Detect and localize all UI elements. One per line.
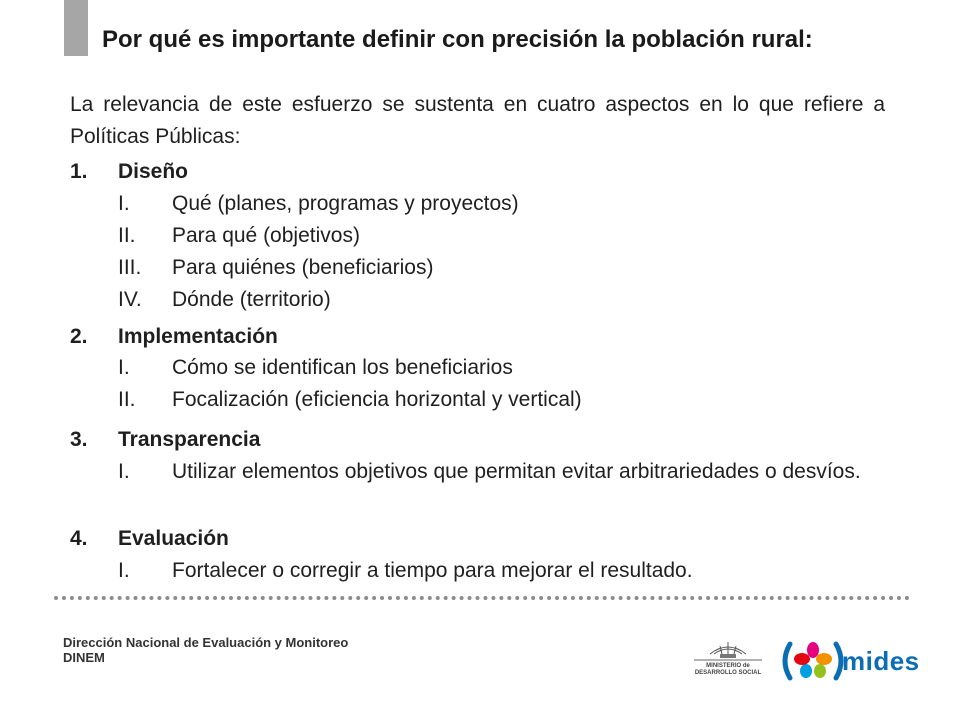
roman-numeral: IV.: [118, 288, 142, 311]
roman-numeral: I.: [118, 356, 130, 379]
star-icon: [794, 642, 832, 678]
mides-wordmark: mides: [842, 646, 920, 676]
ministry-logo: [690, 638, 766, 678]
roman-numeral: III.: [118, 256, 142, 279]
crest-icon: [710, 642, 746, 658]
item-label: Implementación: [118, 325, 278, 348]
list-item-evaluacion: [70, 524, 229, 554]
sub-item-text: Cómo se identifican los beneficiarios: [172, 356, 513, 379]
sub-item-text: Para qué (objetivos): [172, 224, 360, 247]
roman-numeral: I.: [118, 460, 130, 483]
ministry-logo-line-2: DESARROLLO SOCIAL: [694, 670, 762, 676]
item-label: Transparencia: [118, 428, 261, 451]
roman-numeral: I.: [118, 559, 130, 582]
sub-item: [118, 252, 885, 284]
sub-item-text: Utilizar elementos objetivos que permitan evitar arbitrariedades o desvíos.: [172, 460, 861, 483]
item-label: Diseño: [118, 160, 189, 183]
sub-item-text: Focalización (eficiencia horizontal y vertical): [172, 388, 582, 411]
sub-item-text: Dónde (territorio): [172, 288, 331, 311]
footer-line-2: DINEM: [63, 650, 105, 665]
intro-paragraph: La relevancia de este esfuerzo se sustenta en cuatro aspectos en lo que refiere a Políticas Públicas:: [70, 93, 885, 148]
item-number: 4.: [70, 527, 88, 550]
list-item-diseno: [70, 157, 188, 187]
sub-item: [118, 188, 885, 220]
title-accent-bar: [64, 0, 88, 56]
footer-line-1: Dirección Nacional de Evaluación y Monitoreo: [63, 635, 349, 650]
sub-item: [118, 352, 885, 384]
sub-item-text: Qué (planes, programas y proyectos): [172, 192, 519, 215]
item-number: 1.: [70, 160, 88, 183]
roman-numeral: I.: [118, 192, 130, 215]
slide-title: Por qué es importante definir con precisión la población rural:: [102, 26, 813, 53]
sub-item: [118, 555, 885, 587]
sub-item: [118, 456, 885, 488]
sub-item: [118, 220, 885, 252]
footer-organization: [63, 635, 348, 665]
paren-left-icon: [785, 644, 790, 678]
item-label: Evaluación: [118, 527, 229, 550]
list-item-implementacion: [70, 322, 278, 352]
roman-numeral: II.: [118, 224, 136, 247]
ministry-logo-line-1: MINISTERIO de: [706, 663, 750, 669]
paren-right-icon: [836, 644, 841, 678]
roman-numeral: II.: [118, 388, 136, 411]
sub-item: [118, 384, 885, 416]
list-item-transparencia: [70, 425, 260, 455]
item-number: 2.: [70, 325, 88, 348]
sub-item-text: Para quiénes (beneficiarios): [172, 256, 434, 279]
dotted-divider: [54, 596, 910, 600]
sub-item: [118, 284, 885, 316]
sub-item-text: Fortalecer o corregir a tiempo para mejorar el resultado.: [172, 559, 693, 582]
item-number: 3.: [70, 428, 88, 451]
